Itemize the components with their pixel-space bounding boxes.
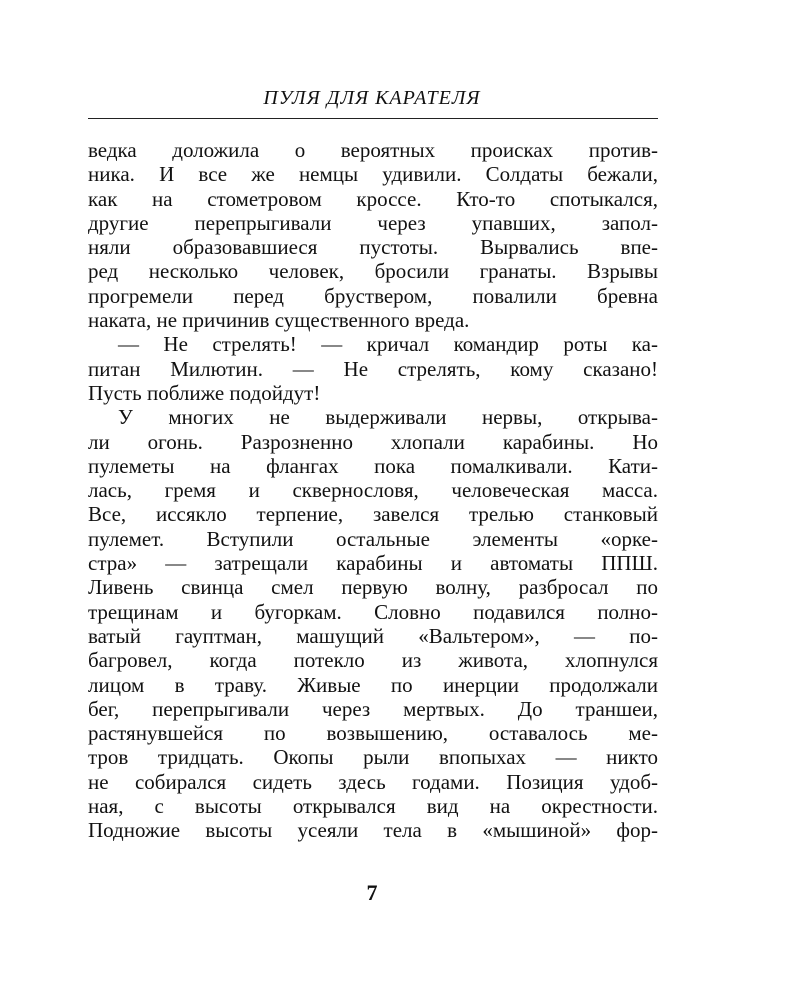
text-line: Пусть поближе подойдут! — [88, 380, 321, 405]
text-line: питан Милютин. — Не стрелять, кому сказано! — [88, 356, 658, 381]
text-line: Подножие высоты усеяли тела в «мышиной» фор- — [88, 818, 658, 843]
text-line: ред несколько человек, бросили гранаты. Взрывы — [88, 259, 658, 284]
text-line: как на стометровом кроссе. Кто-то спотыкался, — [88, 186, 658, 211]
text-line: Все, иссякло терпение, завелся трелью станковый — [88, 502, 658, 527]
text-line: пулеметы на флангах пока помалкивали. Кати- — [88, 453, 658, 478]
text-line: бег, перепрыгивали через мертвых. До траншеи, — [88, 696, 658, 721]
text-line: трещинам и бугоркам. Словно подавился полно- — [88, 599, 658, 624]
text-line: ника. И все же немцы удивили. Солдаты бежали, — [88, 162, 658, 187]
text-line: ли огонь. Разрозненно хлопали карабины. Но — [88, 429, 658, 454]
text-line: тров тридцать. Окопы рыли впопыхах — никто — [88, 745, 658, 770]
text-line: другие перепрыгивали через упавших, запол- — [88, 210, 658, 235]
text-line: лицом в траву. Живые по инерции продолжали — [88, 672, 658, 697]
text-line: ведка доложила о вероятных происках против- — [88, 138, 658, 162]
text-line: прогремели перед бруствером, повалили бревна — [88, 283, 658, 308]
text-line: стра» — затрещали карабины и автоматы ППШ. — [88, 551, 658, 576]
text-line: Ливень свинца смел первую волну, разбросал по — [88, 575, 658, 600]
text-line: няли образовавшиеся пустоты. Вырвались впе- — [88, 235, 658, 260]
header-rule — [88, 118, 658, 119]
text-line: пулемет. Вступили остальные элементы «орке- — [88, 526, 658, 551]
body-text — [88, 138, 658, 843]
text-line: наката, не причинив существенного вреда. — [88, 308, 470, 333]
text-line: У многих не выдерживали нервы, открыва- — [118, 405, 658, 430]
text-line: ватый гауптман, машущий «Вальтером», — по- — [88, 623, 658, 648]
text-line: — Не стрелять! — кричал командир роты ка- — [118, 332, 658, 357]
text-line: багровел, когда потекло из живота, хлопнулся — [88, 648, 658, 673]
page-number: 7 — [366, 880, 378, 905]
running-title: ПУЛЯ ДЛЯ КАРАТЕЛЯ — [263, 87, 481, 109]
text-line: ная, с высоты открывался вид на окрестности. — [88, 794, 658, 819]
text-line: растянувшейся по возвышению, оставалось ме- — [88, 721, 658, 746]
text-line: не собирался сидеть здесь годами. Позиция удоб- — [88, 769, 658, 794]
text-line: лась, гремя и сквернословя, человеческая масса. — [88, 478, 658, 503]
